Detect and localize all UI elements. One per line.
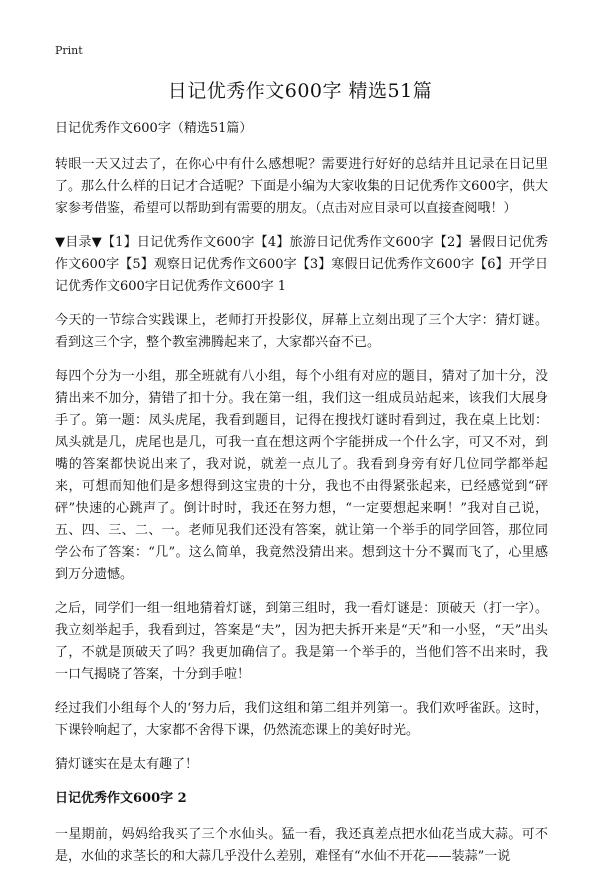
body-paragraph: 经过我们小组每个人的‘努力后，我们这组和第二组并列第一。我们欢呼雀跃。这时，下课铃响起了，大家都不舍得下课，仍然流恋课上的美好时光。: [55, 701, 548, 738]
body-paragraph: 猜灯谜实在是太有趣了！: [55, 757, 199, 772]
intro-paragraph: 转眼一天又过去了，在你心中有什么感想呢？需要进行好好的总结并且记录在日记里了。那么什么样的日记才合适呢？下面是小编为大家收集的日记优秀作文600字，供大家参考借鉴，希望可以帮助到有需要的朋友。（点击对应目录可以直接查阅哦！）: [55, 157, 548, 216]
table-of-contents[interactable]: ▼目录▼【1】日记优秀作文600字【4】旅游日记优秀作文600字【2】暑假日记优秀作文600字【5】观察日记优秀作文600字【3】寒假日记优秀作文600字【6】开学日记优秀作文600字日记优秀作文600字 1: [55, 235, 548, 294]
body-paragraph: 之后，同学们一组一组地猜着灯谜，到第三组时，我一看灯谜是：顶破天（打一字）。我立刻举起手，我看到过，答案是“夫”，因为把夫拆开来是“天”和一小竖，“天”出头了，不就是顶破天了吗？我更加确信了。我是第一个举手的，当他们答不出来时，我一口气揭晓了答案，十分到手啦！: [55, 601, 548, 682]
article-subtitle: 日记优秀作文600字（精选51篇）: [55, 121, 253, 136]
body-paragraph: 一星期前，妈妈给我买了三个水仙头。猛一看，我还真差点把水仙花当成大蒜。可不是，水仙的求茎长的和大蒜几乎没什么差别，难怪有“水仙不开花——装蒜”一说: [55, 827, 548, 864]
body-paragraph: 每四个分为一小组，那全班就有八小组，每个小组有对应的题目，猜对了加十分，没猜出来不加分，猜错了扣十分。我在第一组，我们这一组成员站起来，该我们大展身手了。第一题：凤头虎尾，我看到题目，记得在搜找灯谜时看到过，我在桌上比划：凤头就是几，虎尾也是几，可我一直在想这两个字能拼成一个什么字，可又不对，到嘴的答案都快说出来了，我对说，就差一点儿了。我看到身旁有好几位同学都举起来，可想而知他们是多想得到这宝贵的十分，我也不由得紧张起来，已经感觉到“砰砰”快速的心跳声了。倒计时时，我还在努力想，“一定要想起来啊！”我对自己说，五、四、三、二、一。老师见我们还没有答案，就让第一个举手的同学回答，那位同学公布了答案：“几”。这么简单，我竟然没猜出来。想到这十分不翼而飞了，心里感到万分遗憾。: [55, 369, 548, 582]
body-paragraph: 今天的一节综合实践课上，老师打开投影仪，屏幕上立刻出现了三个大字：猜灯谜。看到这三个字，整个教室沸腾起来了，大家都兴奋不已。: [55, 313, 548, 350]
article-body: [55, 118, 548, 880]
page-title: 日记优秀作文600字 精选51篇: [167, 80, 433, 102]
print-link[interactable]: Print: [55, 44, 83, 57]
section-heading: 日记优秀作文600字 2: [55, 791, 187, 806]
